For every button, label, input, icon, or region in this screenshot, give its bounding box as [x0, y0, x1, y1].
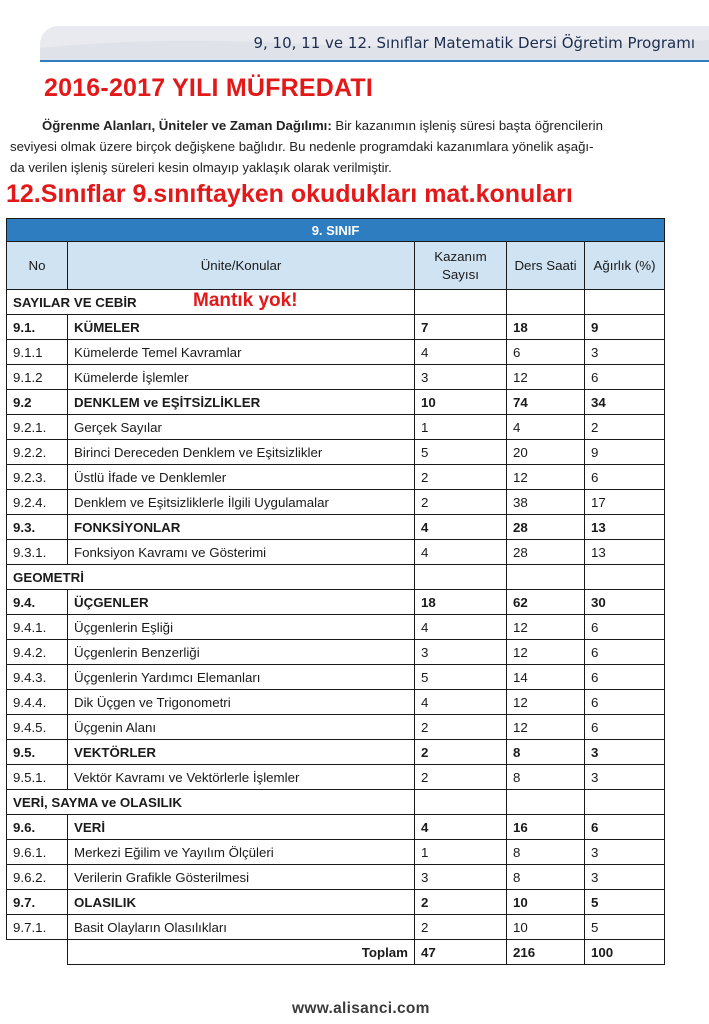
empty-cell	[507, 290, 585, 315]
cell-agirlik: 5	[585, 915, 665, 940]
cell-agirlik: 17	[585, 490, 665, 515]
cell-agirlik: 5	[585, 890, 665, 915]
cell-ders: 62	[507, 590, 585, 615]
cell-agirlik: 13	[585, 515, 665, 540]
cell-kazanim: 10	[415, 390, 507, 415]
table-row	[7, 490, 665, 515]
cell-no: 9.2.4.	[7, 490, 68, 515]
cell-agirlik: 6	[585, 690, 665, 715]
cell-topic: Fonksiyon Kavramı ve Gösterimi	[68, 540, 415, 565]
cell-no: 9.1.2	[7, 365, 68, 390]
total-blank	[7, 940, 68, 965]
unit-row	[7, 590, 665, 615]
section-label: GEOMETRİ	[7, 565, 415, 590]
cell-topic: VEKTÖRLER	[68, 740, 415, 765]
table-row	[7, 915, 665, 940]
intro-line-3: da verilen işleniş süreleri kesin olmayıp yaklaşık olarak verilmiştir.	[10, 160, 392, 175]
cell-agirlik: 34	[585, 390, 665, 415]
cell-ders: 18	[507, 315, 585, 340]
table-body	[7, 290, 665, 965]
table-row	[7, 690, 665, 715]
intro-bold-lead: Öğrenme Alanları, Üniteler ve Zaman Dağılımı:	[42, 118, 332, 133]
intro-line-1: Bir kazanımın işleniş süresi başta öğrencilerin	[331, 118, 603, 133]
col-header-topic: Ünite/Konular	[68, 242, 415, 290]
unit-row	[7, 740, 665, 765]
cell-agirlik: 6	[585, 640, 665, 665]
unit-row	[7, 390, 665, 415]
cell-kazanim: 4	[415, 515, 507, 540]
empty-cell	[507, 565, 585, 590]
cell-ders: 4	[507, 415, 585, 440]
cell-kazanim: 2	[415, 490, 507, 515]
cell-agirlik: 9	[585, 440, 665, 465]
table-row	[7, 465, 665, 490]
cell-no: 9.3.1.	[7, 540, 68, 565]
table-row	[7, 840, 665, 865]
table-row	[7, 640, 665, 665]
cell-kazanim: 3	[415, 365, 507, 390]
cell-agirlik: 2	[585, 415, 665, 440]
section-label: SAYILAR VE CEBİR	[7, 290, 415, 315]
cell-agirlik: 6	[585, 365, 665, 390]
col-header-kazanim: Kazanım Sayısı	[415, 242, 507, 290]
cell-topic: Verilerin Grafikle Gösterilmesi	[68, 865, 415, 890]
empty-cell	[585, 790, 665, 815]
cell-topic: Dik Üçgen ve Trigonometri	[68, 690, 415, 715]
class-header: 9. SINIF	[7, 219, 665, 242]
cell-topic: Gerçek Sayılar	[68, 415, 415, 440]
cell-ders: 8	[507, 840, 585, 865]
table-row	[7, 415, 665, 440]
cell-no: 9.7.	[7, 890, 68, 915]
cell-agirlik: 6	[585, 665, 665, 690]
cell-kazanim: 1	[415, 840, 507, 865]
cell-agirlik: 3	[585, 740, 665, 765]
banner-title: 9, 10, 11 ve 12. Sınıflar Matematik Dersi Öğretim Programı	[253, 34, 695, 52]
cell-topic: Merkezi Eğilim ve Yayılım Ölçüleri	[68, 840, 415, 865]
cell-kazanim: 3	[415, 865, 507, 890]
cell-kazanim: 4	[415, 615, 507, 640]
cell-kazanim: 4	[415, 340, 507, 365]
empty-cell	[415, 790, 507, 815]
cell-ders: 74	[507, 390, 585, 415]
cell-kazanim: 2	[415, 890, 507, 915]
cell-no: 9.7.1.	[7, 915, 68, 940]
table-row	[7, 540, 665, 565]
cell-kazanim: 18	[415, 590, 507, 615]
table-row	[7, 365, 665, 390]
cell-agirlik: 30	[585, 590, 665, 615]
cell-topic: VERİ	[68, 815, 415, 840]
cell-agirlik: 6	[585, 715, 665, 740]
cell-ders: 10	[507, 915, 585, 940]
cell-agirlik: 6	[585, 815, 665, 840]
cell-no: 9.2.3.	[7, 465, 68, 490]
cell-agirlik: 6	[585, 615, 665, 640]
total-kazanim: 47	[415, 940, 507, 965]
table-row	[7, 715, 665, 740]
cell-kazanim: 2	[415, 715, 507, 740]
cell-topic: Üçgenlerin Eşliği	[68, 615, 415, 640]
section-row	[7, 290, 665, 315]
cell-no: 9.6.2.	[7, 865, 68, 890]
intro-line-2: seviyesi olmak üzere birçok değişkene bağlıdır. Bu nedenle programdaki kazanımlara yönelik aşağı-	[10, 139, 594, 154]
cell-ders: 28	[507, 515, 585, 540]
empty-cell	[415, 290, 507, 315]
table-row	[7, 665, 665, 690]
table-row	[7, 615, 665, 640]
cell-ders: 12	[507, 615, 585, 640]
table-row	[7, 865, 665, 890]
cell-no: 9.5.1.	[7, 765, 68, 790]
col-header-agirlik: Ağırlık (%)	[585, 242, 665, 290]
cell-ders: 12	[507, 640, 585, 665]
cell-agirlik: 3	[585, 840, 665, 865]
cell-no: 9.2.1.	[7, 415, 68, 440]
section-row	[7, 565, 665, 590]
cell-no: 9.1.	[7, 315, 68, 340]
cell-kazanim: 2	[415, 465, 507, 490]
total-ders: 216	[507, 940, 585, 965]
cell-no: 9.4.3.	[7, 665, 68, 690]
cell-kazanim: 4	[415, 690, 507, 715]
cell-no: 9.4.	[7, 590, 68, 615]
cell-agirlik: 13	[585, 540, 665, 565]
total-label: Toplam	[68, 940, 415, 965]
class-header-row	[7, 219, 665, 242]
cell-kazanim: 4	[415, 815, 507, 840]
cell-ders: 8	[507, 765, 585, 790]
curriculum-table	[6, 218, 665, 965]
cell-kazanim: 4	[415, 540, 507, 565]
cell-topic: Üstlü İfade ve Denklemler	[68, 465, 415, 490]
cell-agirlik: 9	[585, 315, 665, 340]
col-header-no: No	[7, 242, 68, 290]
total-agirlik: 100	[585, 940, 665, 965]
cell-agirlik: 3	[585, 865, 665, 890]
empty-cell	[585, 290, 665, 315]
cell-topic: Vektör Kavramı ve Vektörlerle İşlemler	[68, 765, 415, 790]
annotation-note: Mantık yok!	[193, 290, 298, 311]
cell-ders: 14	[507, 665, 585, 690]
empty-cell	[507, 790, 585, 815]
cell-topic: Kümelerde Temel Kavramlar	[68, 340, 415, 365]
subtitle: 12.Sınıflar 9.sınıftayken okudukları mat.konuları	[6, 180, 573, 208]
unit-row	[7, 815, 665, 840]
table-row	[7, 340, 665, 365]
cell-topic: Kümelerde İşlemler	[68, 365, 415, 390]
cell-ders: 12	[507, 365, 585, 390]
cell-no: 9.4.5.	[7, 715, 68, 740]
cell-ders: 8	[507, 865, 585, 890]
cell-kazanim: 5	[415, 665, 507, 690]
cell-kazanim: 3	[415, 640, 507, 665]
section-label: VERİ, SAYMA ve OLASILIK	[7, 790, 415, 815]
section-row	[7, 790, 665, 815]
cell-topic: Üçgenin Alanı	[68, 715, 415, 740]
cell-topic: Basit Olayların Olasılıkları	[68, 915, 415, 940]
cell-no: 9.6.1.	[7, 840, 68, 865]
cell-no: 9.4.1.	[7, 615, 68, 640]
cell-no: 9.6.	[7, 815, 68, 840]
footer-website: www.alisanci.com	[292, 1000, 430, 1017]
cell-ders: 10	[507, 890, 585, 915]
cell-topic: DENKLEM ve EŞİTSİZLİKLER	[68, 390, 415, 415]
cell-kazanim: 1	[415, 415, 507, 440]
empty-cell	[415, 565, 507, 590]
cell-no: 9.3.	[7, 515, 68, 540]
cell-topic: Üçgenlerin Yardımcı Elemanları	[68, 665, 415, 690]
cell-ders: 20	[507, 440, 585, 465]
col-header-ders: Ders Saati	[507, 242, 585, 290]
page-title: 2016-2017 YILI MÜFREDATI	[44, 74, 373, 102]
cell-ders: 12	[507, 690, 585, 715]
column-header-row	[7, 242, 665, 290]
cell-ders: 38	[507, 490, 585, 515]
cell-agirlik: 3	[585, 765, 665, 790]
cell-kazanim: 2	[415, 740, 507, 765]
cell-topic: Denklem ve Eşitsizliklerle İlgili Uygulamalar	[68, 490, 415, 515]
cell-topic: FONKSİYONLAR	[68, 515, 415, 540]
intro-paragraph	[10, 115, 670, 178]
cell-no: 9.1.1	[7, 340, 68, 365]
cell-topic: Birinci Dereceden Denklem ve Eşitsizlikler	[68, 440, 415, 465]
cell-ders: 16	[507, 815, 585, 840]
cell-agirlik: 6	[585, 465, 665, 490]
cell-no: 9.2	[7, 390, 68, 415]
cell-ders: 8	[507, 740, 585, 765]
cell-ders: 6	[507, 340, 585, 365]
cell-ders: 12	[507, 715, 585, 740]
header-banner	[40, 26, 709, 62]
empty-cell	[585, 565, 665, 590]
table-row	[7, 440, 665, 465]
unit-row	[7, 890, 665, 915]
cell-kazanim: 5	[415, 440, 507, 465]
cell-topic: Üçgenlerin Benzerliği	[68, 640, 415, 665]
unit-row	[7, 515, 665, 540]
cell-topic: OLASILIK	[68, 890, 415, 915]
cell-topic: KÜMELER	[68, 315, 415, 340]
cell-kazanim: 7	[415, 315, 507, 340]
cell-agirlik: 3	[585, 340, 665, 365]
table-row	[7, 765, 665, 790]
cell-ders: 12	[507, 465, 585, 490]
cell-ders: 28	[507, 540, 585, 565]
total-row	[7, 940, 665, 965]
cell-no: 9.2.2.	[7, 440, 68, 465]
cell-kazanim: 2	[415, 765, 507, 790]
unit-row	[7, 315, 665, 340]
cell-kazanim: 2	[415, 915, 507, 940]
cell-topic: ÜÇGENLER	[68, 590, 415, 615]
cell-no: 9.4.4.	[7, 690, 68, 715]
cell-no: 9.5.	[7, 740, 68, 765]
cell-no: 9.4.2.	[7, 640, 68, 665]
